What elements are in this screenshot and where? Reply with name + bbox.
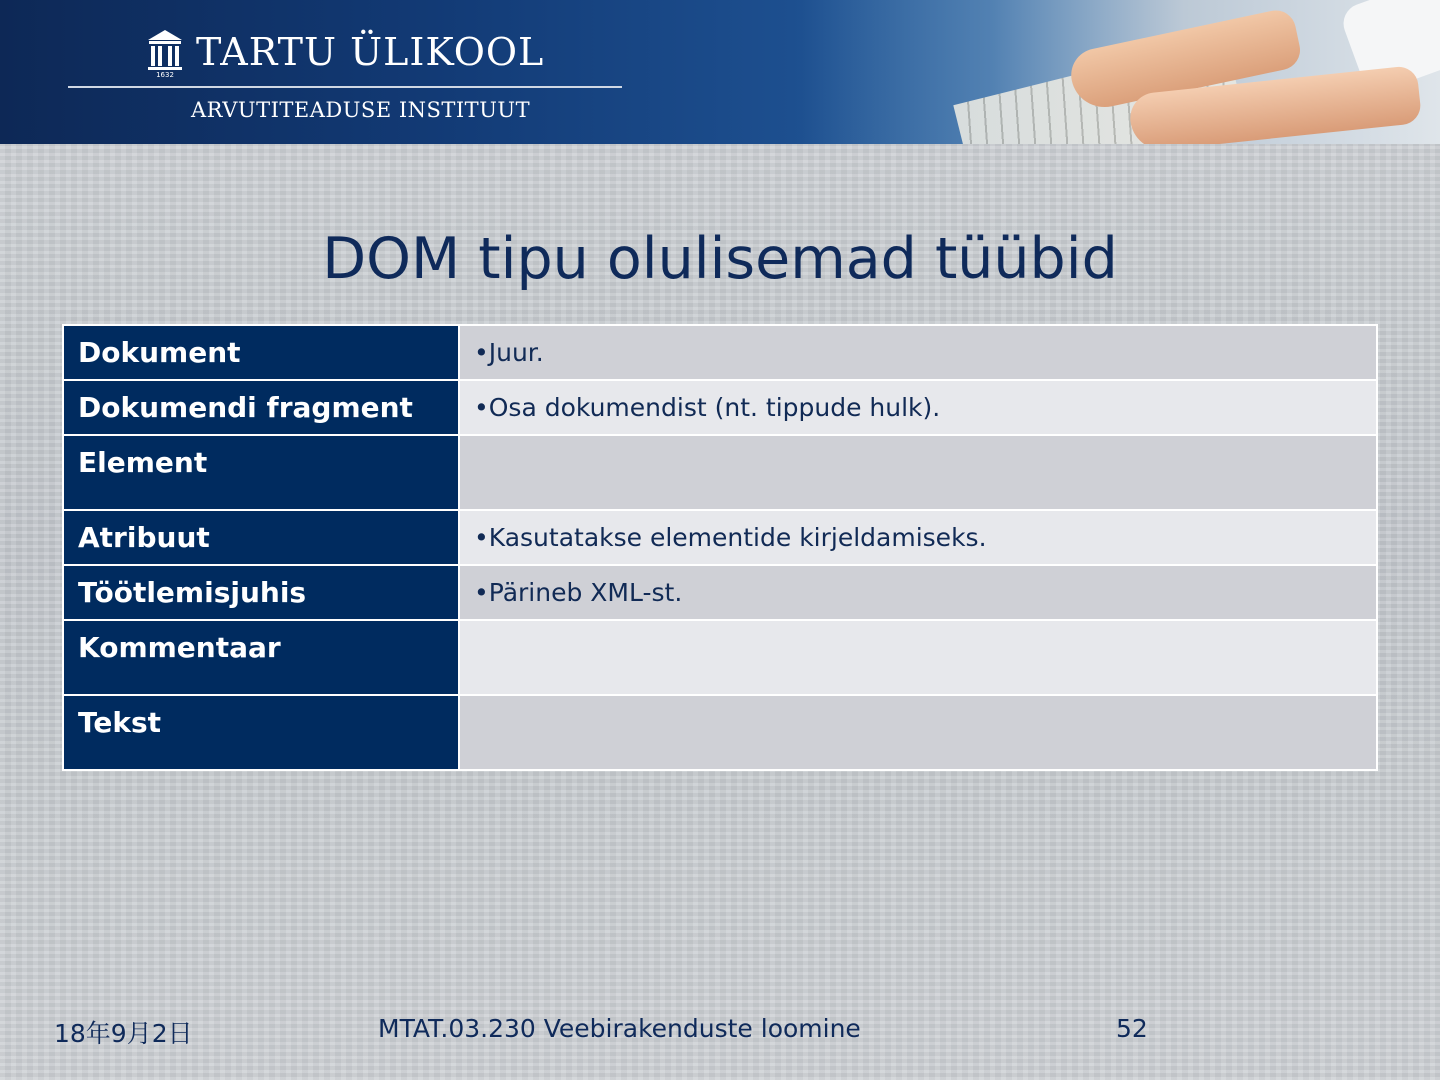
node-type-description	[459, 620, 1377, 695]
node-type-name: Kommentaar	[63, 620, 459, 695]
node-type-name: Töötlemisjuhis	[63, 565, 459, 620]
logo-divider	[68, 86, 622, 88]
table-row	[63, 620, 1377, 695]
logo-year: 1632	[156, 71, 174, 78]
node-type-name: Element	[63, 435, 459, 510]
table-row	[63, 695, 1377, 770]
slide-number: 52	[1116, 1014, 1148, 1043]
node-type-description: •Pärineb XML-st.	[459, 565, 1377, 620]
typing-hands-photo	[800, 0, 1440, 144]
node-type-name: Tekst	[63, 695, 459, 770]
node-type-name: Dokumendi fragment	[63, 380, 459, 435]
node-type-name: Dokument	[63, 325, 459, 380]
table-row	[63, 565, 1377, 620]
header-banner	[0, 0, 1440, 144]
institute-name: ARVUTITEADUSE INSTITUUT	[191, 98, 531, 122]
building-icon	[146, 28, 184, 78]
node-type-description	[459, 435, 1377, 510]
node-type-description: •Kasutatakse elementide kirjeldamiseks.	[459, 510, 1377, 565]
node-type-description	[459, 695, 1377, 770]
footer-date: 18年9月2日	[54, 1019, 193, 1048]
node-type-description: •Osa dokumendist (nt. tippude hulk).	[459, 380, 1377, 435]
logo-text: TARTU ÜLIKOOL	[196, 30, 545, 74]
table-row	[63, 510, 1377, 565]
node-type-description: •Juur.	[459, 325, 1377, 380]
table-row	[63, 435, 1377, 510]
table-row	[63, 325, 1377, 380]
footer-course-title: MTAT.03.230 Veebirakenduste loomine	[378, 1014, 861, 1043]
node-types-table	[62, 324, 1378, 771]
node-type-name: Atribuut	[63, 510, 459, 565]
table-row	[63, 380, 1377, 435]
slide-title: DOM tipu olulisemad tüübid	[322, 226, 1118, 292]
